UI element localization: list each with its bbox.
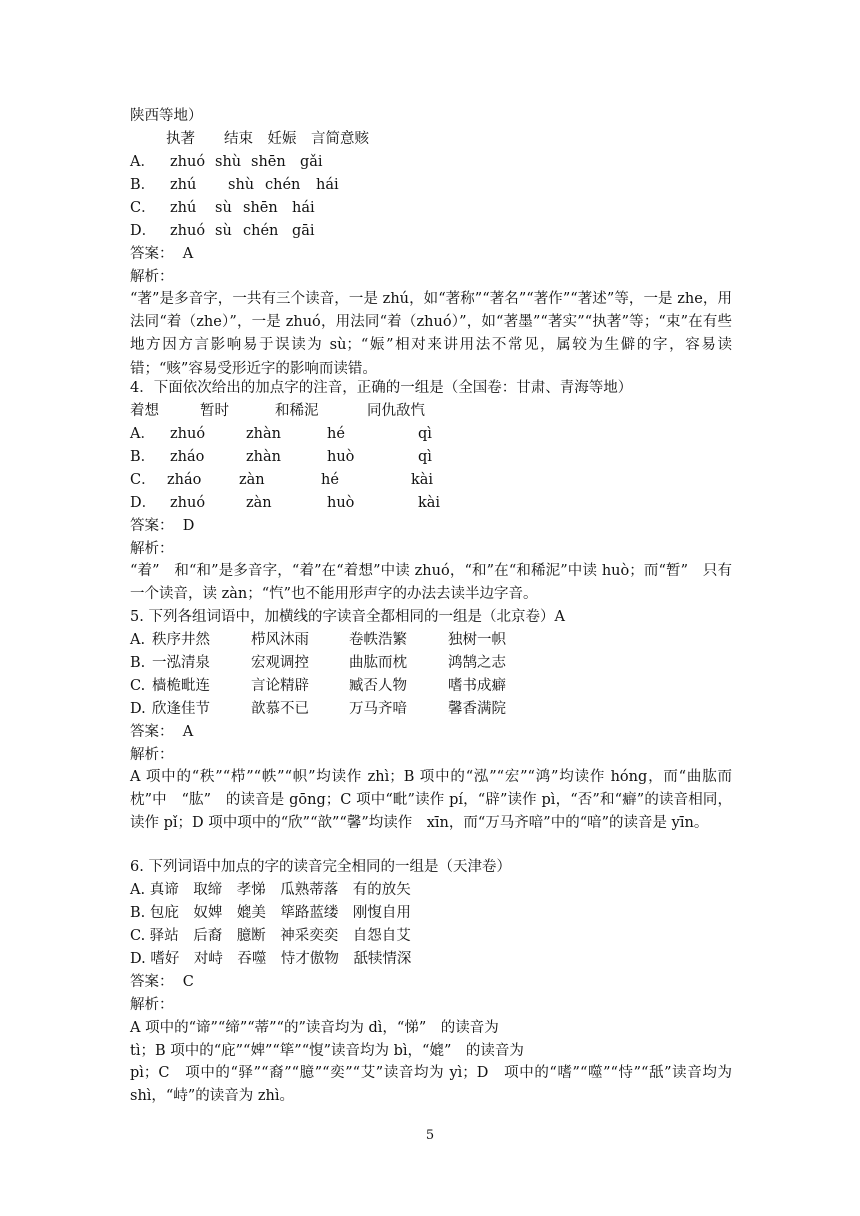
option-letter: B. <box>130 655 150 671</box>
word: 歆慕不已 <box>251 701 309 717</box>
q4-analysis: “着” 和“和”是多音字，“着”在“着想”中读 zhuó，“和”在“和稀泥”中读 huò；而“暂” 只有一个读音，读 zàn；“忾”也不能用形声字的办法去读半边字音。 <box>130 563 732 603</box>
q3-analysis: “著”是多音字，一共有三个读音，一是 zhú，如“著称”“著名”“著作”“著述”等，一是 zhe，用法同“着（zhe）”，一是 zhuó，用法同“着（zhuó）”，如“著墨”“著实”“执著”等；“束”在有些地方因方言影响易于误读为 sù；“娠”相对来讲用法不常见，属较为生僻的字，容易读错；“赅”容易受形近字的影响而读错。 <box>130 291 732 377</box>
q3-answer: 答案： A <box>130 246 194 262</box>
q6-analysis-line-1: A 项中的“谛”“缔”“蒂”“的”读音均为 dì，“悌” 的读音为 <box>130 1020 499 1036</box>
option-letter: D． <box>130 495 157 511</box>
pinyin: gǎi <box>300 154 323 170</box>
q6-analysis-label: 解析： <box>130 997 174 1013</box>
q5-analysis: A 项中的“秩”“栉”“帙”“帜”均读作 zhì；B 项中的“泓”“宏”“鸿”均读作 hóng，而“曲肱而枕”中 “肱” 的读音是 gōng；C 项中“毗”读作 pí，“辟”读作 pì，“否”和“癖”的读音相同，读作 pǐ；D 项中项中的“欣”“歆”“馨”均读作 xīn，而“万马齐喑”中的“喑”的读音是 yīn。 <box>130 769 732 832</box>
page-number: 5 <box>425 1128 435 1143</box>
q5-answer: 答案： A <box>130 724 194 740</box>
pinyin: kài <box>418 495 441 511</box>
word: 万马齐喑 <box>349 701 407 717</box>
pinyin: hé <box>327 426 345 442</box>
pinyin: kài <box>411 472 434 488</box>
pinyin: hé <box>321 472 339 488</box>
option-letter: D. <box>130 701 151 717</box>
word: 一泓清泉 <box>152 655 210 671</box>
word: 馨香满院 <box>448 701 506 717</box>
option-letter: D． <box>130 223 157 239</box>
word: 同仇敌忾 <box>367 403 425 419</box>
q3-source-tail: 陕西等地） <box>130 108 203 124</box>
q6-option-a: A. 真谛 取缔 孝悌 瓜熟蒂落 有的放矢 <box>130 882 411 898</box>
option-letter: A． <box>130 154 155 170</box>
pinyin: qì <box>418 426 432 442</box>
pinyin: zháo <box>167 472 202 488</box>
word: 嗜书成癖 <box>448 678 506 694</box>
word: 宏观调控 <box>251 655 309 671</box>
option-letter: C． <box>130 200 156 216</box>
word: 臧否人物 <box>349 678 407 694</box>
q4-analysis-label: 解析： <box>130 541 174 557</box>
word: 欣逢佳节 <box>152 701 210 717</box>
pinyin: zhuó <box>170 154 206 170</box>
option-letter: B． <box>130 449 156 465</box>
word: 曲肱而枕 <box>349 655 407 671</box>
pinyin: shù <box>228 177 255 193</box>
q6-answer: 答案： C <box>130 974 194 990</box>
option-letter: C. <box>130 678 150 694</box>
q5-analysis-label: 解析： <box>130 747 174 763</box>
option-letter: B． <box>130 177 156 193</box>
word: 卷帙浩繁 <box>349 632 407 648</box>
pinyin: zàn <box>239 472 265 488</box>
q3-analysis-label: 解析： <box>130 269 174 285</box>
word: 独树一帜 <box>448 632 506 648</box>
word: 鸿鹄之志 <box>448 655 506 671</box>
pinyin: zháo <box>170 449 205 465</box>
pinyin: zàn <box>246 495 272 511</box>
pinyin: sù <box>215 200 232 216</box>
q6-option-b: B. 包庇 奴婢 媲美 筚路蓝缕 刚愎自用 <box>130 905 411 921</box>
pinyin: zhuó <box>170 426 206 442</box>
word: 樯桅毗连 <box>152 678 210 694</box>
word: 栉风沐雨 <box>251 632 309 648</box>
q6-analysis-line-3: pì；C 项中的“驿”“裔”“臆”“奕”“艾”读音均为 yì；D 项中的“嗜”“噬”“恃”“舐”读音均为 shì，“峙”的读音为 zhì。 <box>130 1065 732 1105</box>
q6-analysis-line-2: tì；B 项中的“庇”“婢”“筚”“愎”读音均为 bì，“媲” 的读音为 <box>130 1043 524 1059</box>
pinyin: zhuó <box>170 223 206 239</box>
pinyin: huò <box>327 449 355 465</box>
pinyin: qì <box>418 449 432 465</box>
q3-words: 执著 结束 妊娠 言简意赅 <box>166 131 369 147</box>
pinyin: shēn <box>251 154 286 170</box>
pinyin: zhú <box>170 177 197 193</box>
word: 着想 <box>130 403 159 419</box>
q5-stem: 5. 下列各组词语中，加横线的字读音全都相同的一组是（北京卷）A <box>130 609 565 625</box>
word: 秩序井然 <box>152 632 210 648</box>
pinyin: chén <box>265 177 301 193</box>
pinyin: zhàn <box>246 449 281 465</box>
word: 和稀泥 <box>275 403 319 419</box>
pinyin: shēn <box>243 200 278 216</box>
pinyin: shù <box>215 154 242 170</box>
option-letter: A． <box>130 426 155 442</box>
pinyin: hái <box>292 200 315 216</box>
option-letter: C． <box>130 472 156 488</box>
pinyin: gāi <box>292 223 315 239</box>
q6-stem: 6. 下列词语中加点的字的读音完全相同的一组是（天津卷） <box>130 859 511 875</box>
q6-option-d: D. 嗜好 对峙 吞噬 恃才傲物 舐犊情深 <box>130 951 412 967</box>
option-letter: A. <box>130 632 150 648</box>
pinyin: chén <box>243 223 279 239</box>
pinyin: hái <box>316 177 339 193</box>
q6-option-c: C. 驿站 后裔 臆断 神采奕奕 自怨自艾 <box>130 928 411 944</box>
q4-answer: 答案： D <box>130 518 195 534</box>
q4-stem: 4．下面依次给出的加点字的注音，正确的一组是（全国卷：甘肃、青海等地） <box>130 380 633 396</box>
pinyin: zhàn <box>246 426 281 442</box>
pinyin: zhú <box>170 200 197 216</box>
word: 暂时 <box>200 403 229 419</box>
pinyin: huò <box>327 495 355 511</box>
word: 言论精辟 <box>251 678 309 694</box>
pinyin: zhuó <box>170 495 206 511</box>
pinyin: sù <box>215 223 232 239</box>
